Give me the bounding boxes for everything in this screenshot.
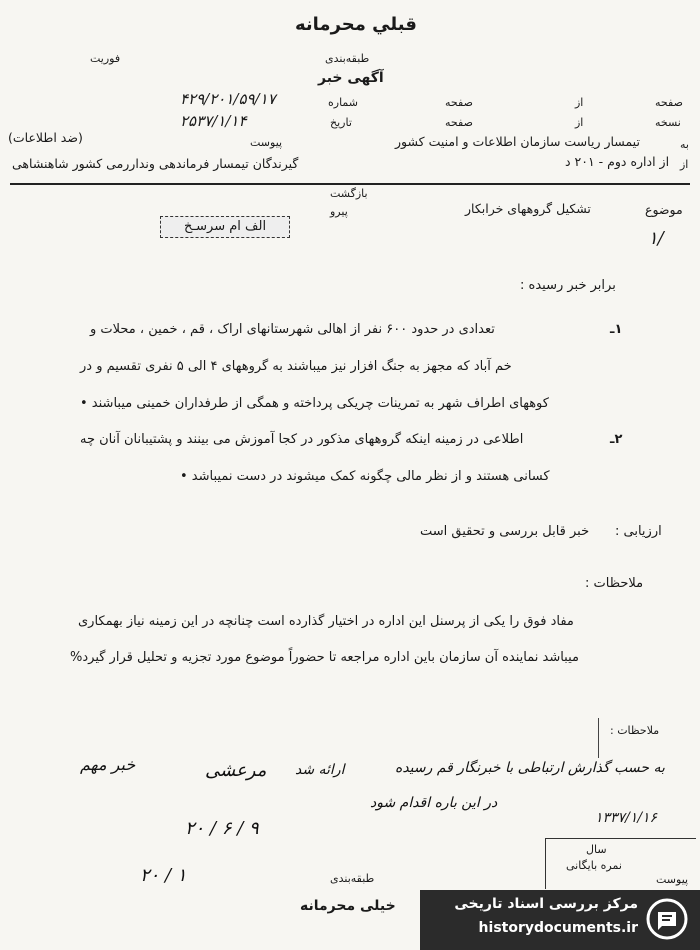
page-label-2: صفحه [445,116,473,129]
subject-value: تشکیل گروههای خرابکار [465,201,591,216]
evaluation-value: خبر قابل بررسی و تحقیق است [420,524,590,539]
archive-year-label: سال [586,843,607,856]
notes-line2: میباشد نماینده آن سازمان باین اداره مراجعه تا حضوراً موضوع مورد تجزیه و تحلیل قرار گیرد% [70,650,579,665]
item-mark: ۱/ [648,228,664,249]
archive-box [545,838,696,889]
attachment-label: پیوست [250,136,283,149]
stamp-box: الف ام سرسـخ [160,216,290,238]
recipients-line: گیرندگان تیمسار فرماندهی ونداررمی کشور شاهنشاهی [12,156,299,171]
handwritten-note-1: به حسب گذارش ارتباطی با خبرنگار قم رسیده [395,760,665,776]
number-label: شماره [328,96,359,109]
item1-number: ۱ـ [610,322,623,337]
from-label-2: از [575,116,584,129]
handwritten-note-2: در این باره اقدام شود [370,795,498,811]
item2-line2: کسانی هستند و از نظر مالی چگونه کمک میشوند در دست نمیباشد • [180,469,550,484]
handwritten-note-7: ۲۰ / ۱ [140,865,187,886]
item1-line1: تعدادی در حدود ۶۰۰ نفر از اهالی شهرستانهای اراک ، قم ، خمین ، محلات و [90,322,495,337]
handwritten-note-4: ارائه شد [295,762,345,778]
archive-number-label: نمره بایگانی [566,859,622,872]
to-prefix: به [680,138,689,151]
notes-label: ملاحظات : [585,576,644,591]
lower-notes-label: ملاحظات : [610,724,660,737]
item2-line1: اطلاعی در زمینه اینکه گروههای مذکور در کجا آموزش می بینند و پشتیبانان آنان چه [80,432,524,447]
handwritten-date: ۱۳۳۷/۱/۱۶ [595,810,658,826]
urgency-label: فوریت [90,52,121,65]
reference-sub: پیرو [330,205,348,218]
attachment-value: (ضد اطلاعات) [8,130,83,145]
lower-divider [598,718,599,758]
item1-line2: خم آباد که مجهز به جنگ افزار نیز میباشند به گروههای ۴ الی ۵ نفری تقسیم و در [80,359,512,374]
source-name: مرکز بررسی اسناد تاریخی [454,896,638,912]
handwritten-note-5: ۲۰ / ۶ / ۹ [185,818,259,839]
copy-label-2: نسخه [655,116,681,129]
item1-line3: کوههای اطراف شهر به تمرینات چریکی پرداخته و همگی از طرفداران خمینی میباشند • [80,396,549,411]
bottom-classification-stamp: خیلی محرمانه [300,898,396,914]
header-divider [10,183,690,185]
date-label: تاریخ [330,116,352,129]
archive-attachment-label: پیوست [656,873,689,886]
from-prefix: از [680,158,689,171]
classification-label: طبقه‌بندی [325,52,370,65]
subject-label: موضوع [645,202,683,217]
source-watermark [420,890,700,950]
classification-stamp: قبلي محرمانه [295,14,417,35]
from-line: از اداره دوم - ۲۰۱ د [565,154,670,169]
document-type: آگهی خبر [318,70,384,86]
lower-classification-label: طبقه‌بندی [330,872,375,885]
date-value: ۲۵۳۷/۱/۱۴ [180,112,247,130]
source-url: historydocuments.ir [478,920,638,936]
handwritten-signature-1: مرعشی [205,760,267,781]
item2-number: ۲ـ [610,432,623,447]
reference-label: بازگشت [330,187,368,200]
archive-logo-icon [646,898,688,940]
to-line: تیمسار ریاست سازمان اطلاعات و امنیت کشور [395,134,640,149]
notes-line1: مفاد فوق را یکی از پرسنل این اداره در اختیار گذارده است چنانچه در این زمینه نیاز بهمکاری [78,614,574,629]
evaluation-label: ارزیابی : [615,524,662,539]
number-value: ۴۲۹/۲۰۱/۵۹/۱۷ [180,90,276,108]
from-label-1: از [575,96,584,109]
copy-label-1: صفحه [655,96,683,109]
page-label-1: صفحه [445,96,473,109]
handwritten-note-6: خبر مهم [80,755,136,774]
intro-line: برابر خبر رسیده : [520,278,616,293]
